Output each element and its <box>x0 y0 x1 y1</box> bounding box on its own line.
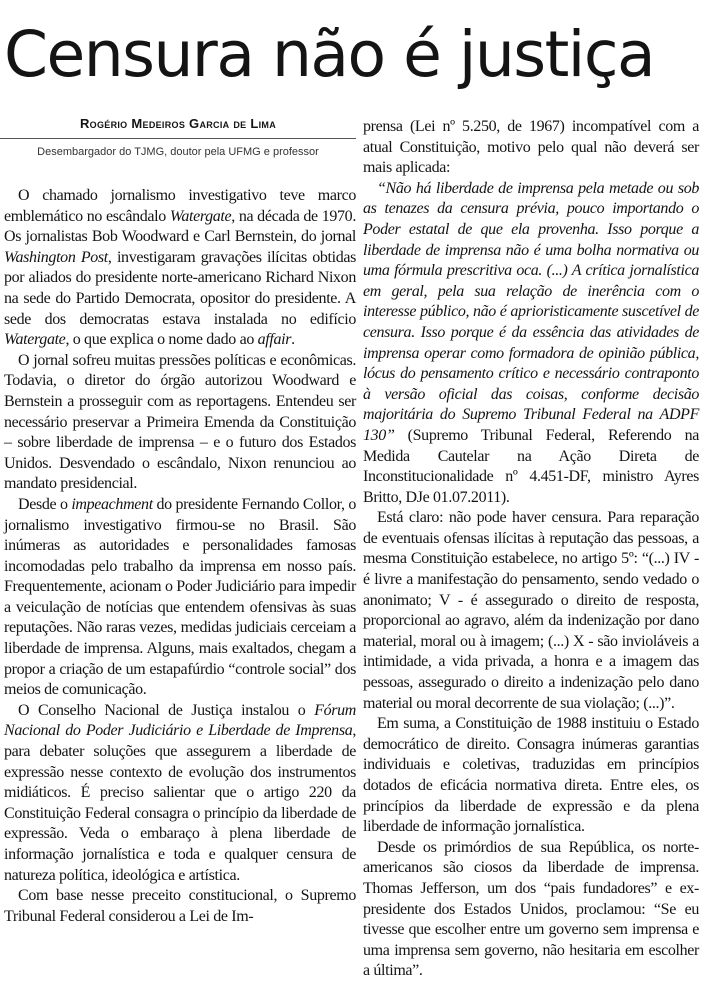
author-affiliation: Desembargador do TJMG, doutor pela UFMG e professor <box>37 146 319 158</box>
left-column <box>4 186 356 927</box>
article-title: Censura não é justiça <box>4 18 655 91</box>
quote-reference: (Supremo Tribunal Federal, Referendo na Medida Cautelar na Ação Direta de Inconstitucionalidade nº 4.451-DF, ministro Ayres Britto, DJe 01.07.2011). <box>363 426 699 506</box>
paragraph-cnj: O Conselho Nacional de Justiça instalou o Fórum Nacional do Poder Judiciário e Liberdade de Imprensa, para debater soluções que assegurem a liberdade de expressão nesse contexto de evolução dos instrumentos midiáticos. É preciso salientar que o artigo 220 da Constituição Federal consagra o princípio da liberdade de expressão. Veda o embaraço à plena liberdade de informação jornalística e toda e qualquer censura de natureza política, ideológica e artística. <box>4 701 356 884</box>
right-column <box>363 117 699 982</box>
paragraph-constituicao: Em suma, a Constituição de 1988 instituiu o Estado democrático de direito. Consagra inúmeras garantias individuais e coletivas, traduzidas em princípios dotados de eficácia normativa direta. Entre eles, os princípios da liberdade de expressão e da plena liberdade de informação jornalística. <box>363 715 699 836</box>
paragraph-pressures: O jornal sofreu muitas pressões políticas e econômicas. Todavia, o diretor do órgão autorizou Woodward e Bernstein a prosseguir com as reportagens. Entendeu ser necessário preservar a Primeira Emenda da Constituição – sobre liberdade de imprensa – e o futuro dos Estados Unidos. Desvendado o escândalo, Nixon renunciou ao mandato presidencial. <box>4 351 356 493</box>
quote-stf: “Não há liberdade de imprensa pela metade ou sob as tenazes da censura prévia, pouco importando o Poder estatal de que ela provenha. Isso porque a liberdade de imprensa não é uma bolha normativa ou uma fórmula prescritiva oca. (...) A crítica jornalística em geral, pela sua relação de inerência com o interesse público, não é aprioristicamente suscetível de censura. Isso porque é da essência das atividades de imprensa operar como formadora de opinião pública, lócus do pensamento crítico e necessário contraponto à versão oficial das coisas, conforme decisão majoritária do Supremo Tribunal Federal na ADPF 130” (Supremo Tribunal Federal, Referendo na Medida Cautelar na Ação Direta de Inconstitucionalidade nº 4.451-DF, ministro Ayres Britto, DJe 01.07.2011). <box>363 179 699 506</box>
paragraph-jefferson: Desde os primórdios de sua República, os norte-americanos são ciosos da liberdade de imprensa. Thomas Jefferson, um dos “pais fundadores” e ex-presidente dos Estados Unidos, proclamou: “Se eu tivesse que escolher entre um governo sem imprensa e uma imprensa sem governo, não hesitaria em escolher a última”. <box>363 838 699 980</box>
paragraph-watergate: O chamado jornalismo investigativo teve marco emblemático no escândalo Watergate, na década de 1970. Os jornalistas Bob Woodward e Carl Bernstein, do jornal Washington Post, investigaram gravações ilícitas obtidas por aliados do presidente norte-americano Richard Nixon na sede do Partido Democrata, opositor do presidente. A sede dos democratas estava instalada no edifício Watergate, o que explica o nome dado ao affair. <box>4 187 356 349</box>
author-byline: Rogério Medeiros Garcia de Lima <box>79 116 277 131</box>
paragraph-censura: Está claro: não pode haver censura. Para reparação de eventuais ofensas ilícitas à reputação das pessoas, a mesma Constituição estabelece, no artigo 5º: “(...) IV - é livre a manifestação do pensamento, sendo vedado o anonimato; V - é assegurado o direito de resposta, proporcional ao agravo, além da indenização por dano material, moral ou à imagem; (...) X - são invioláveis a intimidade, a vida privada, a honra e a imagem das pessoas, assegurado o direito a indenização pelo dano material ou moral decorrente de sua violação; (...)”. <box>363 509 699 712</box>
paragraph-stf: Com base nesse preceito constitucional, o Supremo Tribunal Federal considerou a Lei de Im- <box>4 887 356 925</box>
paragraph-impeachment: Desde o impeachment do presidente Fernando Collor, o jornalismo investigativo firmou-se no Brasil. São inúmeras as autoridades e personalidades famosas incomodadas pelo trabalho da imprensa em nosso país. Frequentemente, acionam o Poder Judiciário para impedir a veiculação de notícias que entendem ofensivas às suas reputações. Não raras vezes, medidas judiciais cerceiam a liberdade de imprensa. Alguns, mais exaltados, chegam a propor a criação de um estapafúrdio “controle social” dos meios de comunicação. <box>4 495 357 699</box>
paragraph-lei-imprensa: prensa (Lei nº 5.250, de 1967) incompatível com a atual Constituição, motivo pelo qual não deverá ser mais aplicada: <box>363 118 699 177</box>
byline-divider <box>0 138 356 139</box>
